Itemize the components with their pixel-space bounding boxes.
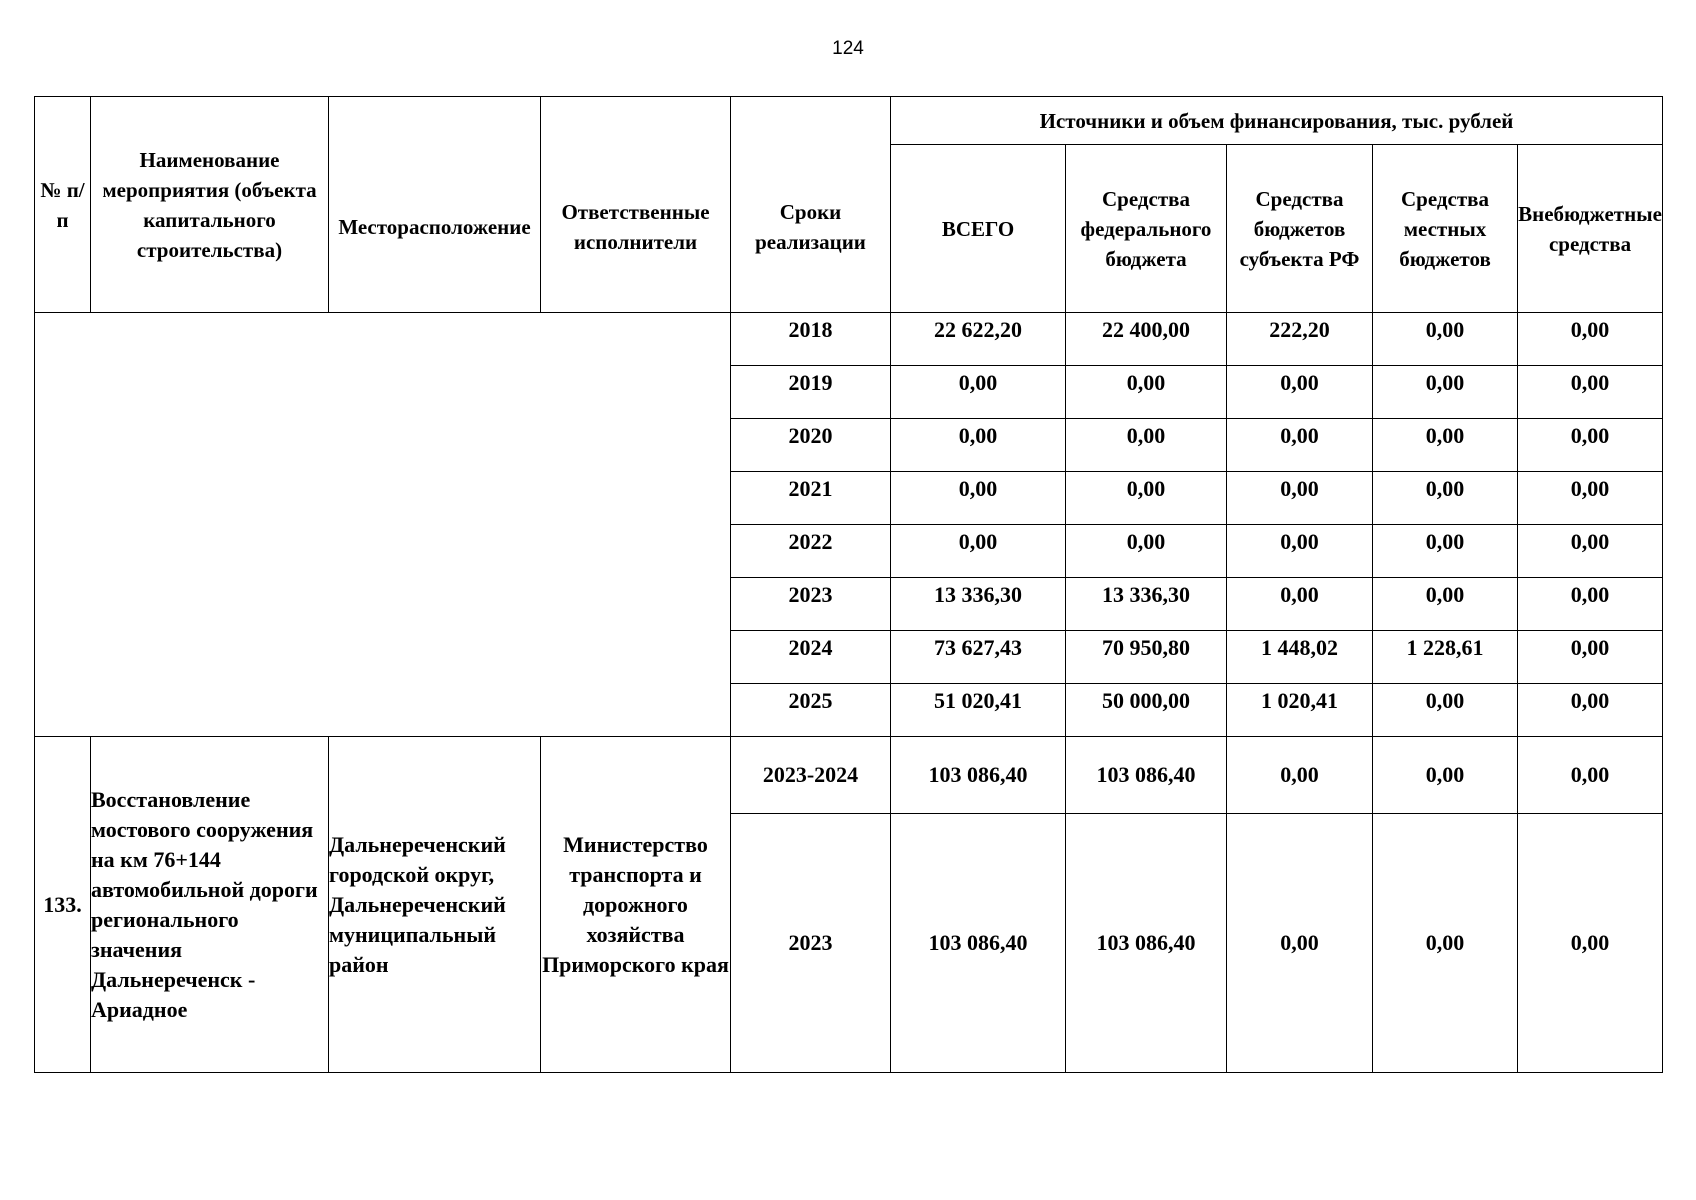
local-cell: 1 228,61 (1373, 631, 1518, 684)
local-cell: 0,00 (1373, 814, 1518, 1073)
empty-merged-cell (35, 313, 731, 737)
federal-cell: 103 086,40 (1066, 737, 1227, 814)
extra-cell: 0,00 (1518, 737, 1663, 814)
local-cell: 0,00 (1373, 419, 1518, 472)
federal-cell: 70 950,80 (1066, 631, 1227, 684)
extra-cell: 0,00 (1518, 419, 1663, 472)
year-cell: 2023 (731, 814, 891, 1073)
regional-cell: 1 020,41 (1227, 684, 1373, 737)
header-local: Средства местных бюджетов (1373, 145, 1518, 313)
header-regional: Средства бюджетов субъекта РФ (1227, 145, 1373, 313)
header-funding-group: Источники и объем финансирования, тыс. рублей (891, 97, 1663, 145)
page-number: 124 (832, 38, 864, 59)
header-location: Месторасположение (329, 97, 541, 313)
regional-cell: 222,20 (1227, 313, 1373, 366)
local-cell: 0,00 (1373, 684, 1518, 737)
header-extra: Внебюджетные средства (1518, 145, 1663, 313)
total-cell: 22 622,20 (891, 313, 1066, 366)
regional-cell: 0,00 (1227, 366, 1373, 419)
federal-cell: 0,00 (1066, 366, 1227, 419)
federal-cell: 0,00 (1066, 419, 1227, 472)
year-cell: 2024 (731, 631, 891, 684)
year-cell: 2022 (731, 525, 891, 578)
extra-cell: 0,00 (1518, 684, 1663, 737)
total-cell: 51 020,41 (891, 684, 1066, 737)
item-location: Дальнереченский городской округ, Дальнереченский муниципальный район (329, 737, 541, 1073)
extra-cell: 0,00 (1518, 814, 1663, 1073)
regional-cell: 0,00 (1227, 578, 1373, 631)
federal-cell: 0,00 (1066, 472, 1227, 525)
federal-cell: 22 400,00 (1066, 313, 1227, 366)
table-row (35, 737, 1663, 814)
total-cell: 0,00 (891, 419, 1066, 472)
local-cell: 0,00 (1373, 472, 1518, 525)
federal-cell: 50 000,00 (1066, 684, 1227, 737)
regional-cell: 1 448,02 (1227, 631, 1373, 684)
header-total: ВСЕГО (891, 145, 1066, 313)
total-cell: 0,00 (891, 525, 1066, 578)
local-cell: 0,00 (1373, 525, 1518, 578)
header-responsible: Ответственные исполнители (541, 97, 731, 313)
item-name: Восстановление мостового сооружения на км 76+144 автомобильной дороги регионального значения Дальнереченск - Ариадное (91, 737, 329, 1073)
year-cell: 2018 (731, 313, 891, 366)
federal-cell: 13 336,30 (1066, 578, 1227, 631)
header-federal: Средства федерального бюджета (1066, 145, 1227, 313)
regional-cell: 0,00 (1227, 737, 1373, 814)
table-row (35, 313, 1663, 366)
total-cell: 0,00 (891, 472, 1066, 525)
regional-cell: 0,00 (1227, 472, 1373, 525)
extra-cell: 0,00 (1518, 366, 1663, 419)
header-name: Наименование мероприятия (объекта капитального строительства) (91, 97, 329, 313)
extra-cell: 0,00 (1518, 631, 1663, 684)
extra-cell: 0,00 (1518, 525, 1663, 578)
local-cell: 0,00 (1373, 313, 1518, 366)
header-num: № п/п (35, 97, 91, 313)
regional-cell: 0,00 (1227, 419, 1373, 472)
year-cell: 2023-2024 (731, 737, 891, 814)
extra-cell: 0,00 (1518, 313, 1663, 366)
year-cell: 2023 (731, 578, 891, 631)
year-cell: 2025 (731, 684, 891, 737)
total-cell: 13 336,30 (891, 578, 1066, 631)
total-cell: 103 086,40 (891, 737, 1066, 814)
total-cell: 0,00 (891, 366, 1066, 419)
local-cell: 0,00 (1373, 737, 1518, 814)
year-cell: 2021 (731, 472, 891, 525)
regional-cell: 0,00 (1227, 525, 1373, 578)
total-cell: 73 627,43 (891, 631, 1066, 684)
extra-cell: 0,00 (1518, 578, 1663, 631)
local-cell: 0,00 (1373, 366, 1518, 419)
header-period: Сроки реализации (731, 97, 891, 313)
year-cell: 2020 (731, 419, 891, 472)
year-cell: 2019 (731, 366, 891, 419)
financing-table (34, 96, 1663, 1073)
federal-cell: 0,00 (1066, 525, 1227, 578)
item-number: 133. (35, 737, 91, 1073)
extra-cell: 0,00 (1518, 472, 1663, 525)
regional-cell: 0,00 (1227, 814, 1373, 1073)
local-cell: 0,00 (1373, 578, 1518, 631)
item-responsible: Министерство транспорта и дорожного хозяйства Приморского края (541, 737, 731, 1073)
federal-cell: 103 086,40 (1066, 814, 1227, 1073)
total-cell: 103 086,40 (891, 814, 1066, 1073)
